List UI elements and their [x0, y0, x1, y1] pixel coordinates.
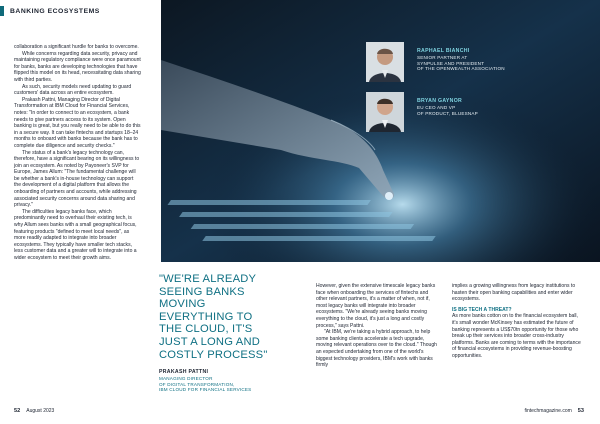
paragraph: The status of a bank's legacy technology can, therefore, have a significant bearing on its willingness to join an ecosystem. As noted by Payoneer's SVP for Europe, James Allum: "The fundamental challenge will be whether a bank's in-house technology can support the development of a digital platform that allows the onboarding of partners and accounts, while addressing associated security concerns around data sharing and privacy."	[14, 149, 140, 209]
raphael-bianchi-photo	[366, 42, 404, 82]
pull-quote-role: MANAGING DIRECTOR OF DIGITAL TRANSFORMATION, IBM CLOUD FOR FINANCIAL SERVICES	[159, 376, 252, 393]
article-column-1	[14, 44, 141, 262]
paragraph: However, given the extensive timescale legacy banks face when onboarding the services of fintechs and other relevant partners, it's a matter of when, not if, most legacy banks will integrate into broader ecosystems. "We're already seeing banks moving everything to the cloud, it's just a long and costly process," says Pattni.	[316, 283, 436, 329]
page-number: 53	[577, 408, 584, 414]
article-column-4	[452, 283, 582, 360]
section-color-bar	[0, 6, 4, 16]
pull-quote-name: PRAKASH PATTNI	[159, 369, 209, 375]
section-title: BANKING ECOSYSTEMS	[10, 8, 100, 15]
page-number: 52	[14, 408, 21, 414]
pull-quote: "WE'RE ALREADY SEEING BANKS MOVING EVERYTHING TO THE CLOUD, IT'S JUST A LONG AND COSTLY PROCESS"	[159, 273, 268, 361]
issue-date: August 2023	[26, 408, 55, 414]
footer-left	[14, 408, 54, 414]
speaker-name: BRYAN GAYNOR	[417, 98, 463, 104]
paragraph: The difficulties legacy banks face, which predominantly need to overhaul their existing tech, is why Allum sees banks with a small geographical focus, featuring products "defined to meet local needs", as more readily adapted to integrate into broader ecosystems. They typically have smaller tech stacks, less customer data and a greater will to integrate into a wider ecosystem to meet their growth aims.	[14, 208, 137, 261]
bryan-gaynor-photo	[366, 92, 404, 132]
speaker-name: RAPHAEL BIANCHI	[417, 48, 470, 54]
paragraph: As such, security models need updating to guard customers' data across an entire ecosystem.	[14, 83, 132, 97]
speaker-role: EU CEO AND VP OF PRODUCT, BLUESNAP	[417, 105, 478, 116]
paragraph: Prakash Pattni, Managing Director of Digital Transformation at IBM Cloud for Financial Services, notes: "In order to connect to an ecosystem, a bank needs to give partners access to its system. Open banking is great, but you really need to be able to do this in a secure way. It can take fintechs and startups 18–24 months to onboard with banks because the bank has to complete due diligence and security checks."	[14, 96, 141, 149]
article-column-3	[316, 283, 440, 369]
paragraph: While concerns regarding data security, privacy and maintaining regulatory compliance were once paramount for banks, banks are developing technologies that have flipped this model on its head, necessitating data sharing with third parties.	[14, 50, 141, 83]
speaker-role: SENIOR PARTNER AT SYNPULSE AND PRESIDENT OF THE OPENWEALTH ASSOCIATION	[417, 55, 505, 72]
footer-right	[525, 408, 584, 414]
paragraph: collaboration a significant hurdle for banks to overcome.	[14, 44, 139, 50]
paragraph: "At IBM, we're taking a hybrid approach, to help some banking clients accelerate a tech upgrade, moving relevant operations over to the cloud." Though an expected undertaking from one of the world's biggest technology providers, IBM's work with banks firmly	[316, 329, 437, 369]
paragraph: implies a growing willingness from legacy institutions to hasten their open banking capabilities and enter wider ecosystems.	[452, 283, 576, 303]
site-link[interactable]: fintechmagazine.com	[524, 408, 572, 414]
subheading: IS BIG TECH A THREAT?	[452, 306, 512, 313]
paragraph: As more banks cotton on to the financial ecosystem ball, it's small wonder McKinsey has estimated the future of banking represents a US$70tn opportunity for those who break up their services into broader cross-industry platforms. Banks are coming to terms with the importance of financial ecosystems in providing revenue-boosting opportunities.	[452, 313, 581, 359]
